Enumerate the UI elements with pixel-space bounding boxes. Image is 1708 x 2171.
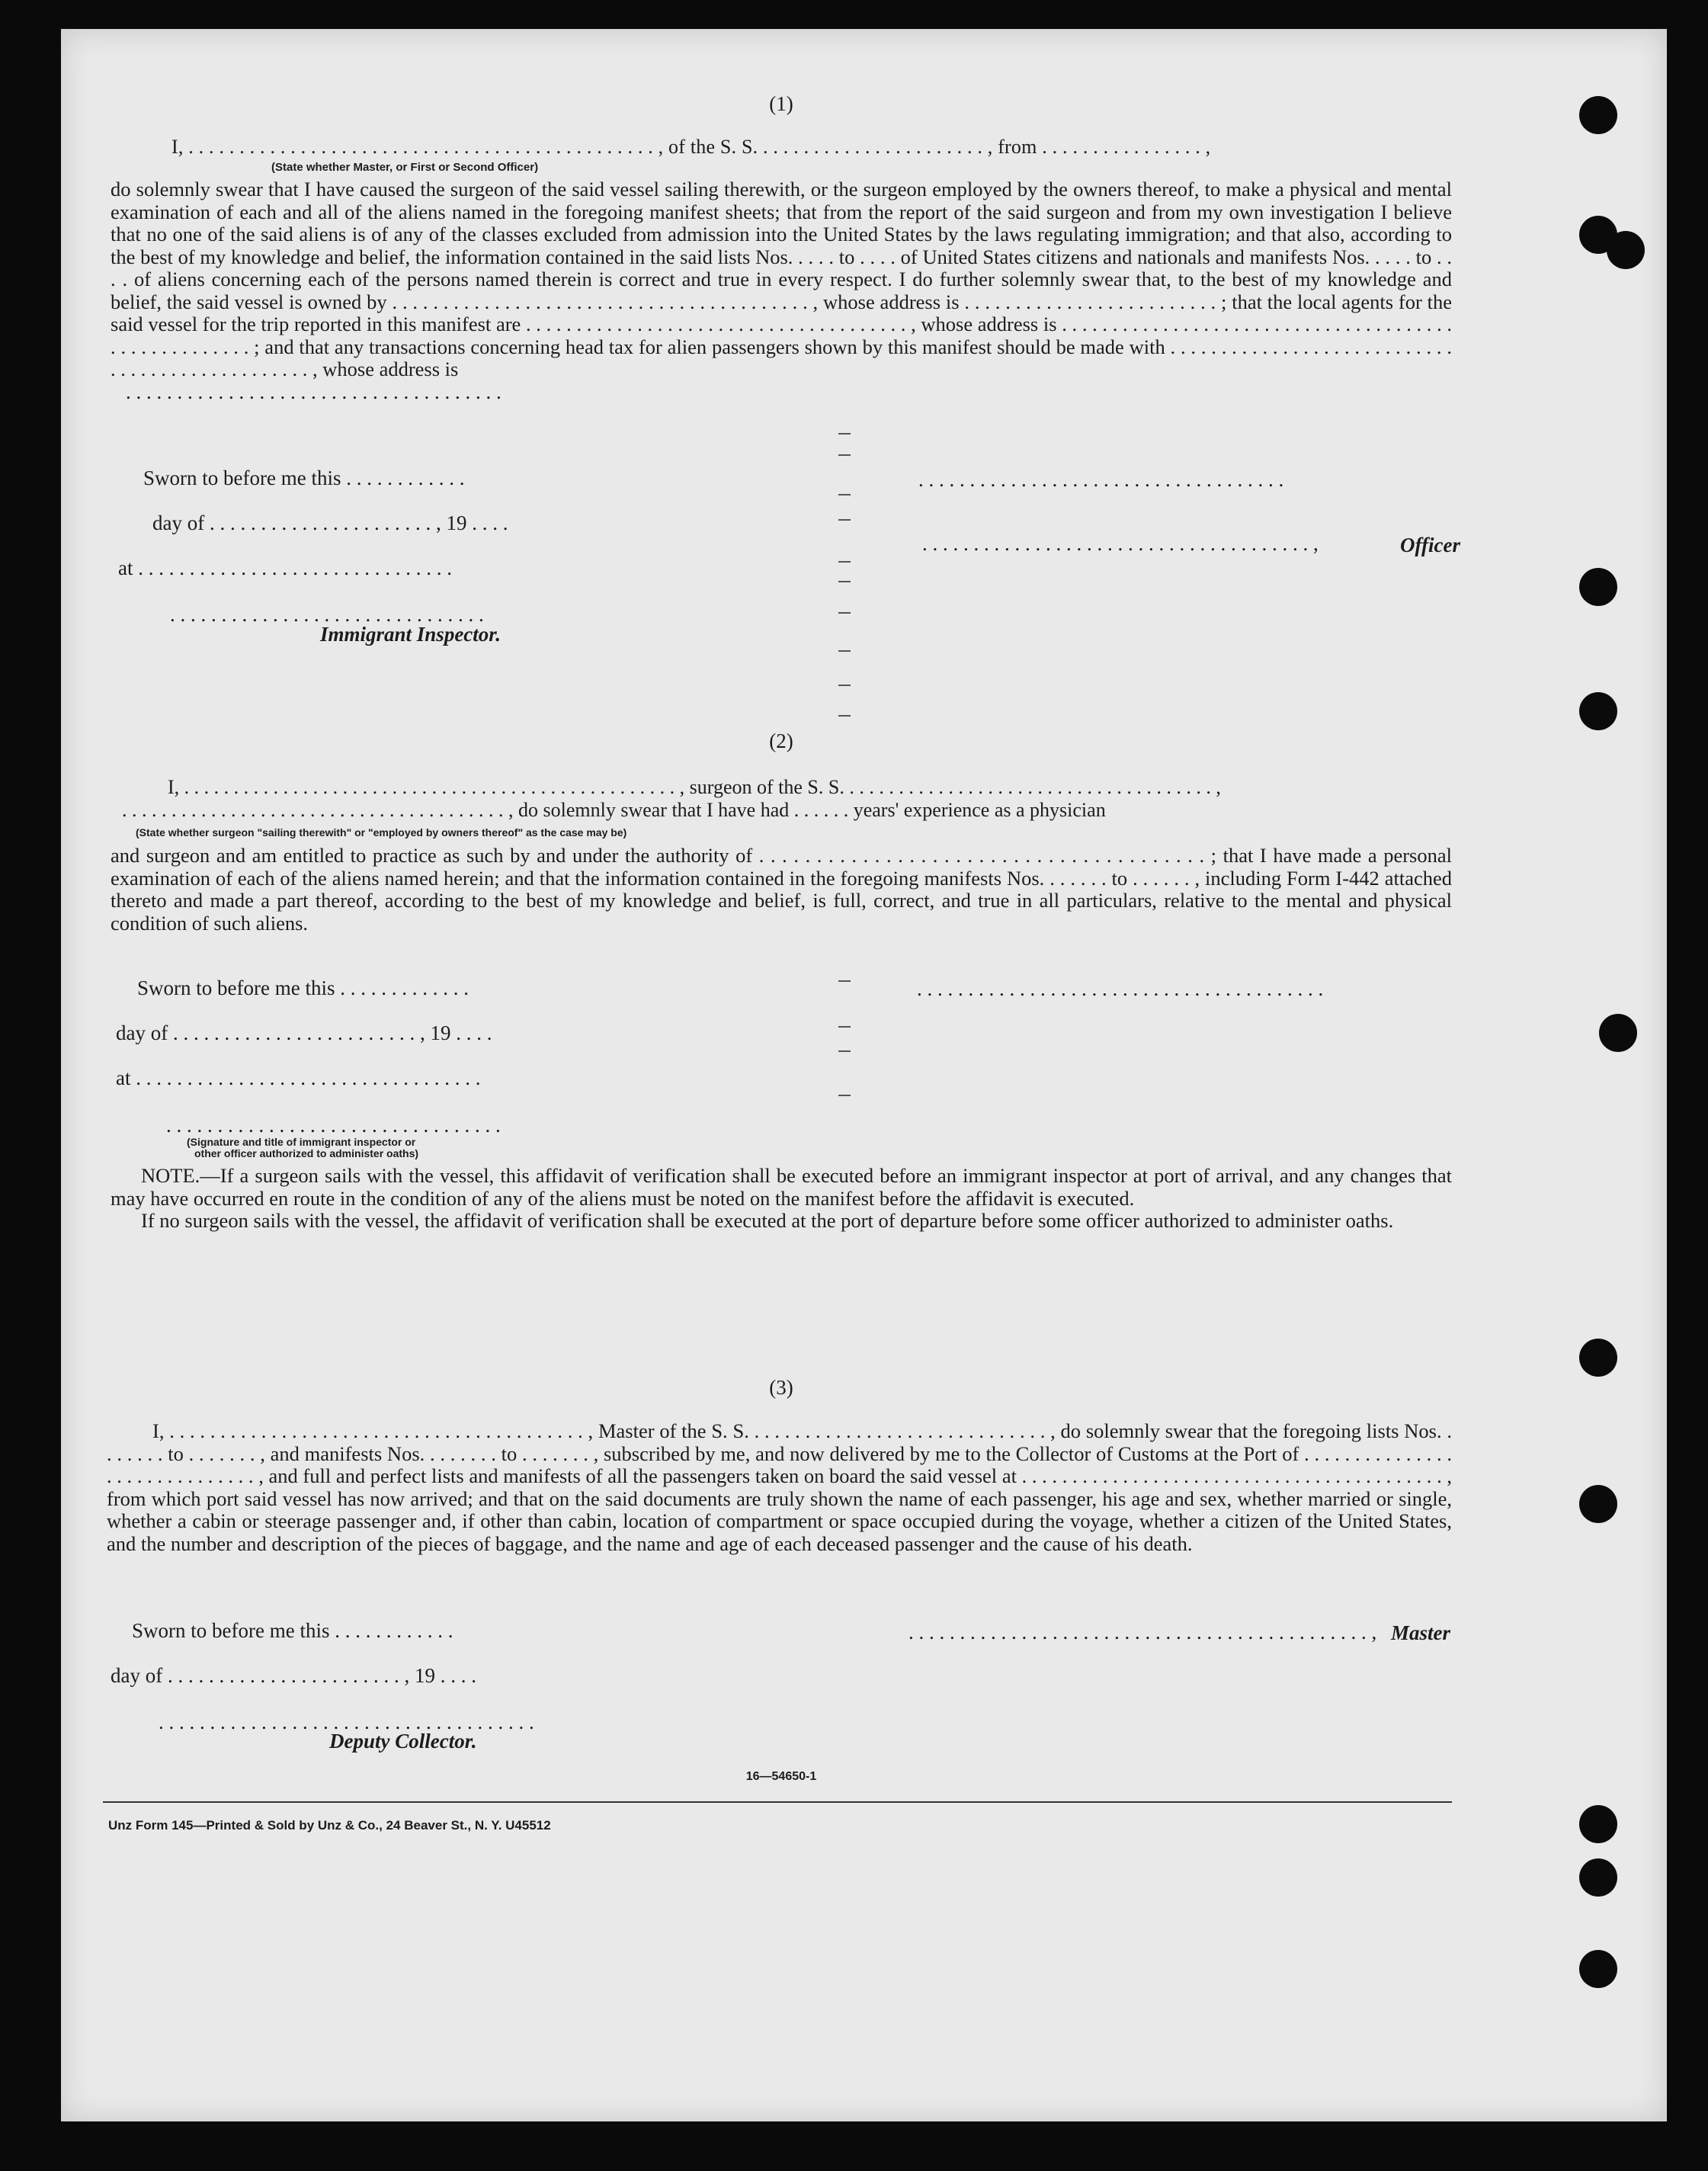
- sworn-line: Sworn to before me this . . . . . . . . . . . .: [143, 467, 465, 489]
- punch-hole: [1579, 96, 1617, 134]
- master-signature-line: . . . . . . . . . . . . . . . . . . . . . . . . . . . . . . . . . . . . . . . . . . . . . ,: [908, 1621, 1377, 1643]
- punch-hole: [1579, 1858, 1617, 1897]
- punch-hole: [1579, 1339, 1617, 1377]
- officer-title: Officer: [1400, 534, 1460, 556]
- punch-hole: [1579, 692, 1617, 730]
- punch-hole: [1579, 1485, 1617, 1523]
- sworn-line: Sworn to before me this . . . . . . . . . . . . .: [137, 976, 469, 999]
- section1-oath-text: do solemnly swear that I have caused the surgeon of the said vessel sailing therewith, or the surgeon employed by the owners thereof, to make a physical and mental examination of each and all of the aliens named in the foregoing manifest sheets; that from the report of the said surgeon and from my own investigation I believe that no one of the said aliens is of any of the classes excluded from admission into the United States by the laws regulating immigration; and that also, according to the best of my knowledge and belief, the information contained in the said lists Nos. . . . . to . . . . of United States citizens and nationals and manifests Nos. . . . . to . . . . of aliens concerning each of the persons named therein is correct and true in every respect. I do further solemnly swear that, to the best of my knowledge and belief, the said vessel is owned by . . . . . . . . . . . . . . . . . . . . . . . . . . . . . . . . . . . . . . . . . , whose address is . . . . . . . . . . . . . . . . . . . . . . . . . ; that the local agents for the said vessel for the trip reported in this manifest are . . . . . . . . . . . . . . . . . . . . . . . . . . . . . . . . . . . . . . , whose address is . . . . . . . . . . . . . . . . . . . . . . . . . . . . . . . . . . . . . . . . . . . . . . . . . . . . . ; and that any transactions concerning head tax for alien passengers shown by this manifest should be made with . . . . . . . . . . . . . . . . . . . . . . . . . . . . . . . . . . . . . . . . . . . . . . . . , whose address is: [111, 178, 1452, 380]
- punch-hole: [1579, 568, 1617, 606]
- section2-oath-text: and surgeon and am entitled to practice as such by and under the authority of . . . . . . . . . . . . . . . . . . . . . . . . . . . . . . . . . . . . . . . ; that I have made a personal examination of each of the aliens named herein; and that the information contained in the foregoing manifests Nos. . . . . . . to . . . . . . , including Form I-442 attached thereto and made a part thereof, according to the best of my knowledge and belief, is full, correct, and true in all particulars, relative to the mental and physical condition of such aliens.: [111, 844, 1452, 935]
- inspector-signature-note: other officer authorized to administer oaths): [194, 1147, 419, 1159]
- section3-oath-text: I, . . . . . . . . . . . . . . . . . . . . . . . . . . . . . . . . . . . . . . . . . , Master of the S. S. . . . . . . . . . . . . . . . . . . . . . . . . . . . . . , do solemnly swear that the foregoing lists Nos. . . . . . . . to . . . . . . . , and manifests Nos. . . . . . . . to . . . . . . . , subscribed by me, and now delivered by me to the Collector of Customs at the Port of . . . . . . . . . . . . . . . . . . . . . . . . . . . . . . , and full and perfect lists and manifests of all the passengers taken on board the said vessel at . . . . . . . . . . . . . . . . . . . . . . . . . . . . . . . . . . . . . . . . . . , from which port said vessel has now arrived; and that on the said documents are truly shown the name of each passenger, his age and sex, whether married or single, whether a cabin or steerage passenger and, if other than cabin, location of compartment or space occupied during the voyage, whether a citizen of the United States, and the number and description of the pieces of baggage, and the name and age of each deceased passenger and the cause of his death.: [107, 1419, 1452, 1555]
- officer-rank-note: (State whether Master, or First or Second Officer): [271, 161, 539, 174]
- punch-hole: [1599, 1014, 1637, 1052]
- inspector-signature-line: . . . . . . . . . . . . . . . . . . . . . . . . . . . . . . .: [170, 603, 484, 626]
- form-code: 16—54650-1: [745, 1770, 817, 1783]
- master-title: Master: [1391, 1621, 1451, 1644]
- section-number: (1): [769, 92, 793, 115]
- inspector-title: Immigrant Inspector.: [320, 623, 502, 646]
- day-of-line: day of . . . . . . . . . . . . . . . . . . . . . . . , 19 . . . .: [111, 1664, 476, 1687]
- note-surgeon-sails: NOTE.—If a surgeon sails with the vessel, this affidavit of verification shall be executed before an immigrant inspector at port of arrival, and any changes that may have occurred en route in the condition of any of the aliens must be noted on the manifest before the affidavit is executed.: [111, 1164, 1452, 1210]
- signature-line: . . . . . . . . . . . . . . . . . . . . . . . . . . . . . . . . . . . .: [918, 468, 1284, 491]
- printer-imprint: Unz Form 145—Printed & Sold by Unz & Co., 24 Beaver St., N. Y. U45512: [108, 1818, 551, 1833]
- manifest-back-page: [61, 29, 1667, 2121]
- at-line: at . . . . . . . . . . . . . . . . . . . . . . . . . . . . . . . . . .: [116, 1066, 481, 1089]
- collector-signature-line: . . . . . . . . . . . . . . . . . . . . . . . . . . . . . . . . . . . . .: [159, 1711, 534, 1733]
- section-number: (3): [769, 1376, 793, 1399]
- section2-experience-line: . . . . . . . . . . . . . . . . . . . . . . . . . . . . . . . . . . . . . . . , do solemnly swear that I have had . . . . . . years' experience as a physician: [122, 799, 1106, 821]
- inspector-signature-note: (Signature and title of immigrant inspector or: [187, 1136, 416, 1148]
- sworn-line: Sworn to before me this . . . . . . . . . . . .: [132, 1619, 453, 1642]
- section1-opening-line: I, . . . . . . . . . . . . . . . . . . . . . . . . . . . . . . . . . . . . . . . . . . . . . . , of the S. S. . . . . . . . . . . . . . . . . . . . . . . , from . . . . . . . . . . . . . . . . ,: [171, 136, 1211, 158]
- punch-hole: [1607, 231, 1645, 269]
- day-of-line: day of . . . . . . . . . . . . . . . . . . . . . . , 19 . . . .: [152, 511, 508, 534]
- collector-title: Deputy Collector.: [329, 1730, 477, 1753]
- day-of-line: day of . . . . . . . . . . . . . . . . . . . . . . . . , 19 . . . .: [116, 1021, 492, 1044]
- surgeon-status-note: (State whether surgeon "sailing therewith" or "employed by owners thereof" as the case may be): [136, 826, 627, 839]
- footer-rule: [103, 1801, 1452, 1803]
- officer-signature-line: . . . . . . . . . . . . . . . . . . . . . . . . . . . . . . . . . . . . . . ,: [922, 532, 1319, 555]
- section-number: (2): [769, 730, 793, 752]
- dotted-line: . . . . . . . . . . . . . . . . . . . . . . . . . . . . . . . . . . . . .: [126, 380, 502, 403]
- punch-hole: [1579, 1950, 1617, 1988]
- at-line: at . . . . . . . . . . . . . . . . . . . . . . . . . . . . . . .: [118, 556, 452, 579]
- punch-hole: [1579, 1805, 1617, 1843]
- section2-opening-line: I, . . . . . . . . . . . . . . . . . . . . . . . . . . . . . . . . . . . . . . . . . . . . . . . . . . , surgeon of the S. S. . . . . . . . . . . . . . . . . . . . . . . . . . . . . . . . . . . . . . ,: [168, 776, 1221, 798]
- inspector-signature-line: . . . . . . . . . . . . . . . . . . . . . . . . . . . . . . . . .: [166, 1114, 501, 1137]
- note-no-surgeon: If no surgeon sails with the vessel, the affidavit of verification shall be executed at the port of departure before some officer authorized to administer oaths.: [141, 1209, 1394, 1232]
- signature-line: . . . . . . . . . . . . . . . . . . . . . . . . . . . . . . . . . . . . . . . .: [917, 977, 1324, 1000]
